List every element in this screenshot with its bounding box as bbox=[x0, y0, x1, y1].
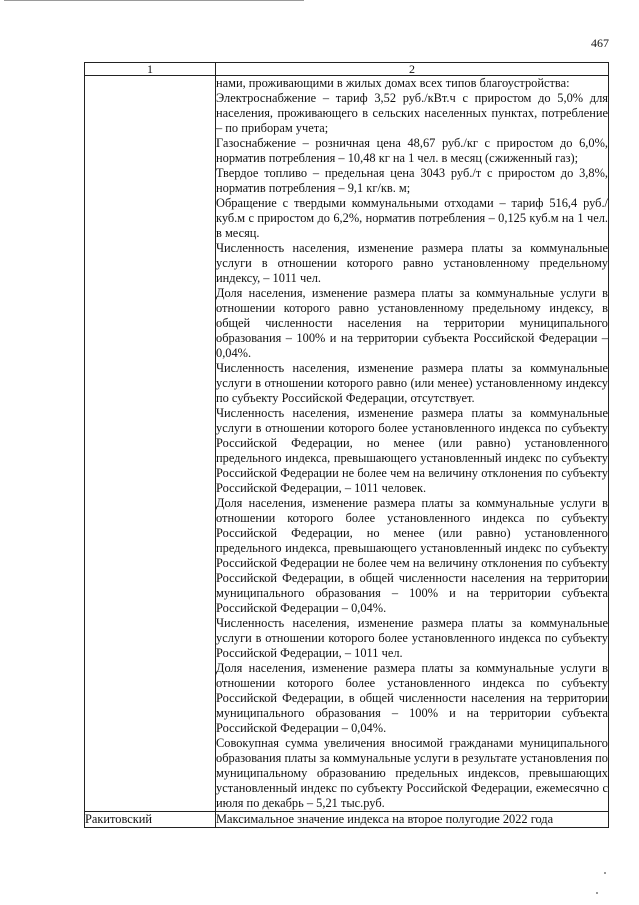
content-cell bbox=[216, 76, 609, 812]
top-rule bbox=[4, 0, 304, 1]
paragraph: Численность населения, изменение размера платы за коммунальные услуги в отношении которого равно (или менее) установленному индексу по субъекту Российской Федерации, отсутствует. bbox=[216, 361, 608, 405]
header-col-1: 1 bbox=[85, 63, 216, 76]
paragraph: Доля населения, изменение размера платы за коммунальные услуги в отношении которого более установленного индекса по субъекту Российской Федерации, в общей численности населения на территории муниципального образования – 100% и на территории субъекта Российской Федерации – 0,04%. bbox=[216, 661, 608, 735]
scan-speck bbox=[604, 872, 606, 874]
municipality-name: Ракитовский bbox=[85, 812, 216, 828]
paragraph: Численность населения, изменение размера платы за коммунальные услуги в отношении которого более установленного индекса по субъекту Российской Федерации, но менее (или равно) установленного предельного индекса, превышающего установленный индекс по субъекту Российской Федерации не более чем на величину отклонения по субъекту Российской Федерации, – 1011 человек. bbox=[216, 406, 608, 495]
paragraph: Твердое топливо – предельная цена 3043 руб./т с приростом до 3,8%, норматив потребления – 9,1 кг/кв. м; bbox=[216, 166, 608, 195]
paragraph: Совокупная сумма увеличения вносимой гражданами муниципального образования платы за коммунальные услуги в результате установления по муниципальному образованию предельных индексов, превышающих установленный индекс по субъекту Российской Федерации, ежемесячно с июля по декабрь – 5,21 тыс.руб. bbox=[216, 736, 608, 810]
paragraph: Газоснабжение – розничная цена 48,67 руб./кг с приростом до 6,0%, норматив потребления – 10,48 кг на 1 чел. в месяц (сжиженный газ); bbox=[216, 136, 608, 165]
municipality-text-cell bbox=[216, 812, 609, 828]
document-table bbox=[84, 62, 609, 828]
paragraph: Доля населения, изменение размера платы за коммунальные услуги в отношении которого более установленного индекса по субъекту Российской Федерации, но менее (или равно) установленного предельного индекса, превышающего установленный индекс по субъекту Российской Федерации не более чем на величину отклонения по субъекту Российской Федерации, в общей численности населения на территории муниципального образования – 100% и на территории субъекта Российской Федерации – 0,04%. bbox=[216, 496, 608, 615]
paragraph: нами, проживающими в жилых домах всех типов благоустройства: bbox=[216, 76, 570, 90]
empty-name-cell bbox=[85, 76, 216, 812]
paragraph: Максимальное значение индекса на второе полугодие 2022 года bbox=[216, 812, 554, 826]
paragraph: Обращение с твердыми коммунальными отходами – тариф 516,4 руб./куб.м с приростом до 6,2%, норматив потребления – 0,125 куб.м на 1 чел. в месяц. bbox=[216, 196, 608, 240]
paragraph: Доля населения, изменение размера платы за коммунальные услуги в отношении которого равно установленному предельному индексу, в общей численности населения на территории муниципального образования – 100% и на территории субъекта Российской Федерации – 0,04%. bbox=[216, 286, 608, 360]
paragraph: Численность населения, изменение размера платы за коммунальные услуги в отношении которого равно установленному предельному индексу, – 1011 чел. bbox=[216, 241, 608, 285]
municipality-row bbox=[85, 812, 609, 828]
paragraph: Численность населения, изменение размера платы за коммунальные услуги в отношении которого более установленного индекса по субъекту Российской Федерации, – 1011 чел. bbox=[216, 616, 608, 660]
scan-speck bbox=[596, 892, 598, 894]
content-row bbox=[85, 76, 609, 812]
header-row bbox=[85, 63, 609, 76]
header-col-2: 2 bbox=[216, 63, 609, 76]
page-number: 467 bbox=[591, 36, 609, 50]
paragraph: Электроснабжение – тариф 3,52 руб./кВт.ч с приростом до 5,0% для населения, проживающего в сельских населенных пунктах, потребление – по приборам учета; bbox=[216, 91, 608, 135]
